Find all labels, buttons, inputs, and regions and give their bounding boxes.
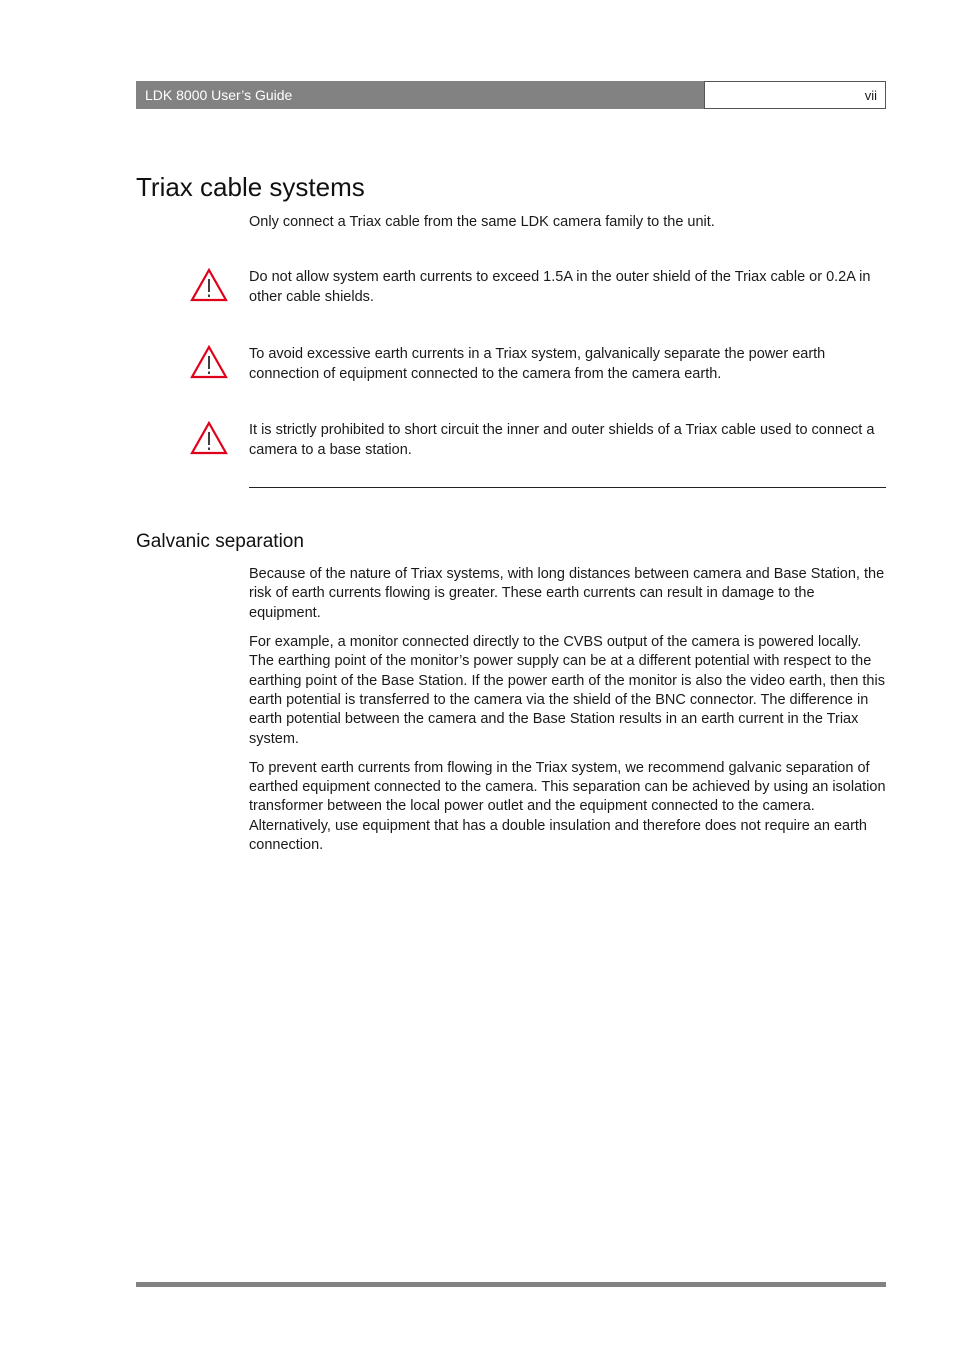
section-divider: [249, 487, 886, 488]
body-paragraph: Because of the nature of Triax systems, with long distances between camera and Base Station, the risk of earth currents flowing is greater. These earth currents can result in damage to the equipment.: [249, 566, 885, 621]
page-number: vii: [704, 81, 886, 109]
body-paragraph: To prevent earth currents from flowing in the Triax system, we recommend galvanic separation of earthed equipment connected to the camera. This separation can be achieved by using an isolation transformer between the local power outlet and the equipment connected to the camera. Alternatively, use equipment that has a double insulation and therefore does not require an earth connection.: [249, 759, 886, 854]
warning-triangle-icon: [190, 268, 228, 302]
subsection-title: Galvanic separation: [136, 531, 304, 552]
footer-bar: [136, 1282, 886, 1287]
section-title: Triax cable systems: [136, 172, 365, 202]
intro-text: Only connect a Triax cable from the same LDK camera family to the unit.: [249, 214, 715, 230]
warning-text: Do not allow system earth currents to exceed 1.5A in the outer shield of the Triax cable or 0.2A in other cable shields.: [249, 269, 871, 305]
warning-triangle-icon: [190, 421, 228, 455]
warning-text: It is strictly prohibited to short circuit the inner and outer shields of a Triax cable used to connect a camera to a base station.: [249, 422, 875, 458]
warning-triangle-icon: [190, 345, 228, 379]
running-header-title: LDK 8000 User’s Guide: [136, 81, 704, 109]
body-paragraph: For example, a monitor connected directly to the CVBS output of the camera is powered locally. The earthing point of the monitor’s power supply can be at a different potential with respect to the earthing point of the Base Station. If the power earth of the monitor is also the video earth, then this earth potential is transferred to the camera via the shield of the BNC connector. The difference in earth potential between the camera and the Base Station results in an earth current in the Triax system.: [249, 633, 885, 747]
warning-text: To avoid excessive earth currents in a Triax system, galvanically separate the power earth connection of equipment connected to the camera from the camera earth.: [249, 346, 826, 382]
subsection-body: [249, 565, 886, 865]
